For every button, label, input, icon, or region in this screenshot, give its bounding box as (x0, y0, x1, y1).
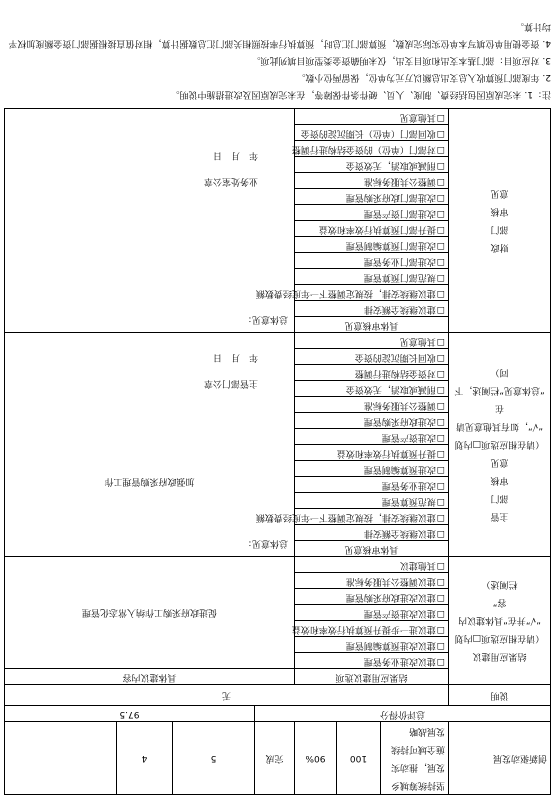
dept-review-header-row (4, 541, 550, 557)
self-eval-option[interactable]: ☐ 其他建议 (294, 557, 448, 573)
dept-signer: 主管部门公章 (203, 378, 258, 388)
self-eval-option[interactable]: ☐ 建议改进业务管理 (294, 653, 448, 669)
indicator-task: 坚持统筹城乡发展，推动实施全域可持续发展战略 (380, 722, 448, 795)
total-score-label: 总评价得分 (254, 706, 550, 722)
finance-review-option[interactable]: ☐ 规范部门预算管理 (294, 269, 448, 285)
self-eval-option[interactable]: ☐ 建议改进资产管理 (294, 605, 448, 621)
footnote: 4. 资金使用单位填写本单位实际完成数，预算部门汇总时，预算执行率按照相关部门汇总数据计算，相对值直接根据部门资金额度加权平均计算。 (8, 21, 551, 48)
dept-overall-label: 总体意见： (242, 538, 288, 548)
dept-review-option[interactable]: ☐ 收回长期沉淀的资金 (294, 349, 448, 365)
dept-review-option[interactable]: ☐ 改进业务管理 (294, 477, 448, 493)
self-eval-col-content: 具体建议内容 (4, 669, 294, 685)
indicator-b: 4 (116, 722, 172, 795)
finance-review-option[interactable]: ☐ 收回部门（单位）长期沉淀的资金 (294, 125, 448, 141)
indicator-category: 创新驱动发展 (448, 722, 550, 795)
finance-review-option[interactable]: ☐ 对部门（单位）的资金结构进行调整 (294, 141, 448, 157)
dept-review-option[interactable]: ☐ 改进预算编制管理 (294, 461, 448, 477)
evaluation-form-table (4, 108, 551, 795)
dept-review-option[interactable]: ☐ 提升预算执行效率和效益 (294, 445, 448, 461)
finance-review-title: 财政 部门 审核 意见 (448, 109, 550, 333)
total-score-row (4, 706, 550, 722)
dept-review-option[interactable]: ☐ 调整公共服务标准 (294, 397, 448, 413)
dept-review-col-header: 具体审核意见 (294, 541, 448, 557)
indicator-status: 完成 (254, 722, 294, 795)
finance-review-overall (4, 109, 294, 333)
dept-review-option[interactable]: ☐ 改进政府采购管理 (294, 413, 448, 429)
finance-review-option[interactable]: ☐ 建议继续全额安排 (294, 301, 448, 317)
finance-review-option[interactable]: ☐ 改进部门预算编制管理 (294, 237, 448, 253)
finance-review-option[interactable]: ☐ 调整公共服务标准 (294, 173, 448, 189)
finance-signer: 业务处室公章 (203, 176, 258, 186)
finance-review-option[interactable]: ☐ 提升部门预算执行效率和效益 (294, 221, 448, 237)
finance-review-option[interactable]: ☐ 其他意见 (294, 109, 448, 125)
dept-review-option[interactable]: ☐ 改进资产管理 (294, 429, 448, 445)
footnote: 2. 年度部门预算收入总支出总额以万元为单位，保留两位小数。 (296, 72, 551, 82)
finance-review-option[interactable]: ☐ 改进部门政府采购管理 (294, 189, 448, 205)
footnotes (5, 17, 551, 102)
indicator-a: 5 (172, 722, 254, 795)
footnote: 注：1. 未完成原因包括经费、制度、人员、硬件条件保障等，在未完成原因及改进措施中说明。 (170, 89, 551, 99)
finance-review-option[interactable]: ☐ 改进部门资产管理 (294, 205, 448, 221)
self-eval-option[interactable]: ☐ 建议改进预算编制管理 (294, 637, 448, 653)
footnote: 3. 对应项目：部门基本支出和项目支出，仅未明确资金类型项目填列此项。 (251, 55, 551, 65)
dept-review-title: 主管 部门 审核 意见 （请在相应选项□内划 “√”，如有其他意见请在 “总体意见”栏阐述，下同） (448, 333, 550, 557)
total-score-value: 97.5 (4, 706, 254, 722)
remarks-label: 说明 (448, 685, 550, 706)
dept-date: 年 月 日 (212, 352, 258, 362)
dept-review-option[interactable]: ☐ 建议继续全额安排 (294, 525, 448, 541)
remarks-row (4, 685, 550, 706)
dept-overall-text: 加强政府采购管理工作 (104, 476, 195, 486)
self-eval-content: 促进政府采购工作纳入常态化管理 (4, 557, 294, 669)
self-eval-option[interactable]: ☐ 建议调整公共服务标准 (294, 573, 448, 589)
dept-review-option[interactable]: ☐ 对资金结构进行调整 (294, 365, 448, 381)
indicator-row (4, 722, 550, 795)
self-eval-col-options: 结果应用建议选项 (294, 669, 448, 685)
finance-review-option[interactable]: ☐ 改进部门业务管理 (294, 253, 448, 269)
dept-review-option[interactable]: ☐ 建议继续安排，按规定调整下一年度经费数额 (294, 509, 448, 525)
finance-overall-label: 总体意见： (242, 314, 288, 324)
dept-review-option[interactable]: ☐ 削减或取消，无效资金 (294, 381, 448, 397)
self-eval-option[interactable]: ☐ 建议进一步提升预算执行效率和效益 (294, 621, 448, 637)
dept-review-overall (4, 333, 294, 557)
indicator-score: 90% (294, 722, 336, 795)
finance-review-option[interactable]: ☐ 削减或取消，无效资金 (294, 157, 448, 173)
finance-date: 年 月 日 (212, 150, 258, 160)
finance-review-header-row (4, 317, 550, 333)
self-eval-option[interactable]: ☐ 建议改进政府采购管理 (294, 589, 448, 605)
dept-review-option[interactable]: ☐ 规范预算管理 (294, 493, 448, 509)
finance-review-option[interactable]: ☐ 建议继续安排，按规定调整下一年度经费数额 (294, 285, 448, 301)
remarks-value: 无 (4, 685, 448, 706)
indicator-weight: 100 (336, 722, 380, 795)
finance-review-col-header: 具体审核意见 (294, 317, 448, 333)
self-eval-header-row (4, 669, 550, 685)
self-eval-title: 结果应用建议 （请在相应选项□内划 “√”并在“具体建议内容” 栏阐述） (448, 557, 550, 685)
dept-review-option[interactable]: ☐ 其他意见 (294, 333, 448, 349)
